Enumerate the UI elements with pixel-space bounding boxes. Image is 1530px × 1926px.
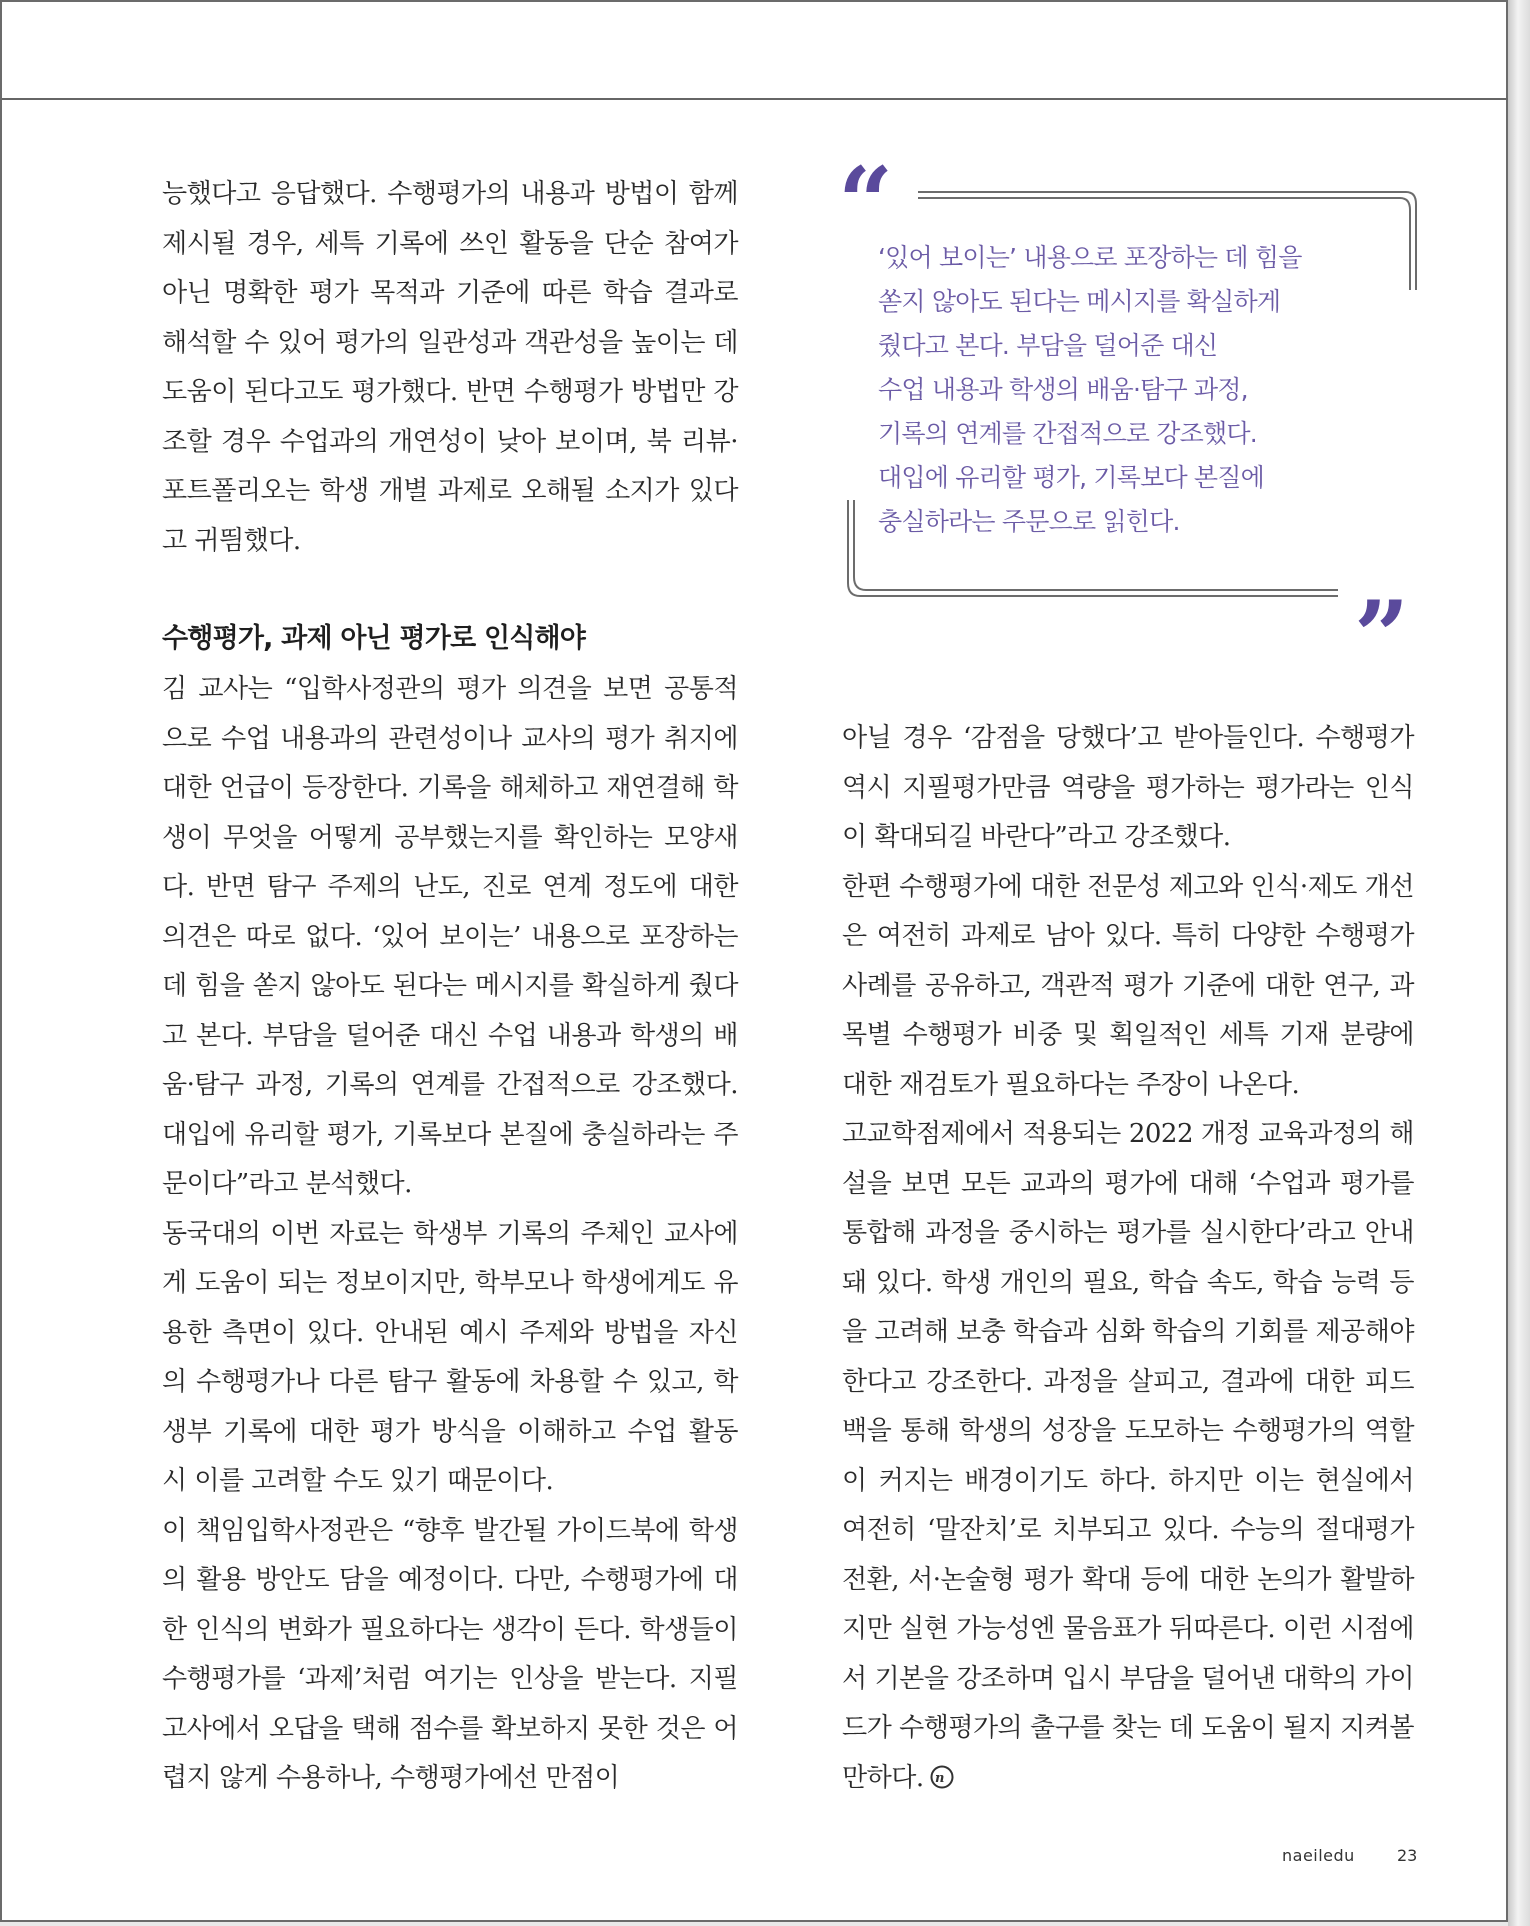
body-paragraph: 동국대의 이번 자료는 학생부 기록의 주체인 교사에게 도움이 되는 정보이지만, 학부모나 학생에게도 유용한 측면이 있다. 안내된 예시 주제와 방법을 자신의 수행평가나 다른 탐구 활동에 차용할 수 있고, 학생부 기록에 대한 평가 방식을 이해하고 수업 활동 시 이를 고려할 수도 있기 때문이다.: [162, 1218, 738, 1496]
body-paragraph: [842, 1110, 1414, 1803]
section-subheading: 수행평가, 과제 아닌 평가로 인식해야: [162, 623, 586, 654]
pull-quote-line: 쏟지 않아도 된다는 메시지를 확실하게: [878, 287, 1281, 316]
pull-quote-line: 줬다고 본다. 부담을 덜어준 대신: [878, 331, 1218, 360]
pull-quote-text: [878, 236, 1378, 544]
svg-text:n: n: [934, 1770, 944, 1786]
naeil-logo-icon: [930, 1757, 954, 1786]
intro-paragraph: 능했다고 응답했다. 수행평가의 내용과 방법이 함께 제시될 경우, 세특 기록에 쓰인 활동을 단순 참여가 아닌 명확한 평가 목적과 기준에 따른 학습 결과로 해석할 수 있어 평가의 일관성과 객관성을 높이는 데 도움이 된다고도 평가했다. 반면 수행평가 방법만 강조할 경우 수업과의 개연성이 낮아 보이며, 북 리뷰·포트폴리오는 학생 개별 과제로 오해될 소지가 있다고 귀띔했다.: [162, 179, 738, 556]
left-column-body: [162, 665, 738, 1804]
page-edge-shadow: [1508, 0, 1530, 1926]
pull-quote: [838, 146, 1418, 693]
pull-quote-line: 수업 내용과 학생의 배움·탐구 과정,: [878, 375, 1248, 404]
open-quote-icon: “: [838, 146, 894, 259]
body-paragraph: 한편 수행평가에 대한 전문성 제고와 인식·제도 개선은 여전히 과제로 남아 있다. 특히 다양한 수행평가 사례를 공유하고, 객관적 평가 기준에 대한 연구, 과목별 수행평가 비중 및 획일적인 세특 기재 분량에 대한 재검토가 필요하다는 주장이 나온다.: [842, 871, 1414, 1100]
right-column-body: [842, 714, 1414, 1803]
pull-quote-line: 기록의 연계를 간접적으로 강조했다.: [878, 419, 1257, 448]
header-rule: [2, 98, 1510, 100]
footer-publication: naeiledu: [1282, 1846, 1355, 1865]
pull-quote-line: 대입에 유리할 평가, 기록보다 본질에: [878, 463, 1264, 492]
body-paragraph: 김 교사는 “입학사정관의 평가 의견을 보면 공통적으로 수업 내용과의 관련성이나 교사의 평가 취지에 대한 언급이 등장한다. 기록을 해체하고 재연결해 학생이 무엇을 어떻게 공부했는지를 확인하는 모양새다. 반면 탐구 주제의 난도, 진로 연계 정도에 대한 의견은 따로 없다. ‘있어 보이는’ 내용으로 포장하는 데 힘을 쏟지 않아도 된다는 메시지를 확실하게 줬다고 본다. 부담을 덜어준 대신 수업 내용과 학생의 배움·탐구 과정, 기록의 연계를 간접적으로 강조했다. 대입에 유리할 평가, 기록보다 본질에 충실하라는 주문이다”라고 분석했다.: [162, 674, 738, 1199]
pull-quote-line: ‘있어 보이는’ 내용으로 포장하는 데 힘을: [878, 243, 1302, 272]
pull-quote-line: 충실하라는 주문으로 읽힌다.: [878, 507, 1180, 536]
body-paragraph-text: 고교학점제에서 적용되는 2022 개정 교육과정의 해설을 보면 모든 교과의 평가에 대해 ‘수업과 평가를 통합해 과정을 중시하는 평가를 실시한다’라고 안내돼 있다. 학생 개인의 필요, 학습 속도, 학습 능력 등을 고려해 보충 학습과 심화 학습의 기회를 제공해야 한다고 강조한다. 과정을 살피고, 결과에 대한 피드백을 통해 학생의 성장을 도모하는 수행평가의 역할이 커지는 배경이기도 하다. 하지만 이는 현실에서 여전히 ‘말잔치’로 치부되고 있다. 수능의 절대평가 전환, 서·논술형 평가 확대 등에 대한 논의가 활발하지만 실현 가능성엔 물음표가 뒤따른다. 이런 시점에서 기본을 강조하며 입시 부담을 덜어낸 대학의 가이드가 수행평가의 출구를 찾는 데 도움이 될지 지켜볼 만하다.: [842, 1119, 1414, 1793]
close-quote-icon: ”: [1354, 580, 1410, 693]
footer-page-number: 23: [1397, 1846, 1418, 1865]
body-paragraph: 아닐 경우 ‘감점을 당했다’고 받아들인다. 수행평가 역시 지필평가만큼 역량을 평가하는 평가라는 인식이 확대되길 바란다”라고 강조했다.: [842, 723, 1414, 852]
left-column-intro: [162, 170, 738, 566]
body-paragraph: 이 책임입학사정관은 “향후 발간될 가이드북에 학생의 활용 방안도 담을 예정이다. 다만, 수행평가에 대한 인식의 변화가 필요하다는 생각이 든다. 학생들이 수행평가를 ‘과제’처럼 여기는 인상을 받는다. 지필고사에서 오답을 택해 점수를 확보하지 못한 것은 어렵지 않게 수용하나, 수행평가에선 만점이: [162, 1515, 738, 1793]
